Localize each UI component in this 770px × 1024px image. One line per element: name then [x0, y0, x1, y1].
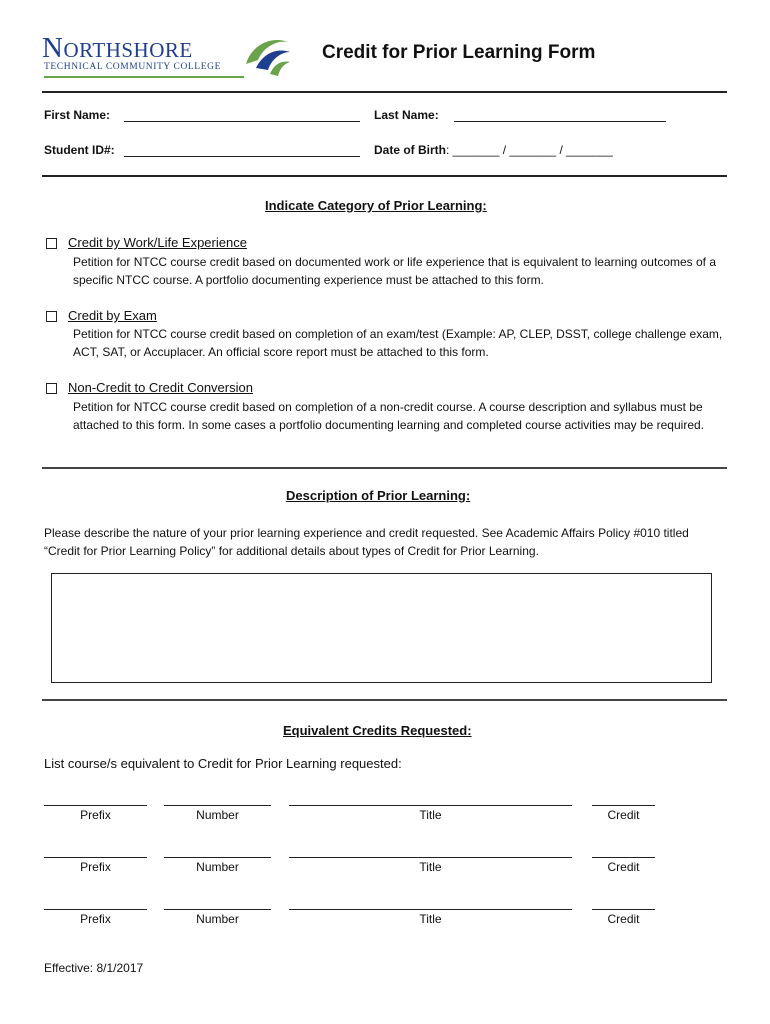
credits-heading: Equivalent Credits Requested: [283, 723, 472, 738]
last-name-field[interactable] [454, 121, 666, 122]
credit-field[interactable] [592, 909, 655, 910]
prefix-caption: Prefix [80, 860, 111, 874]
credit-caption: Credit [607, 860, 640, 874]
logo-underline [44, 76, 244, 78]
credit-caption: Credit [607, 912, 640, 926]
credit-caption: Credit [607, 808, 640, 822]
category-divider [42, 467, 727, 469]
last-name-label: Last Name: [374, 108, 439, 122]
dob-field[interactable] [374, 143, 613, 157]
dob-blanks: : _______ / _______ / _______ [446, 143, 613, 157]
option-desc-noncredit: Petition for NTCC course credit based on completion of a non-credit course. A course description and syllabus must be attached to this form. In some cases a portfolio documenting learning and completed course activities may be required. [73, 400, 705, 432]
credit-field[interactable] [592, 857, 655, 858]
logo-swoosh-icon [242, 34, 292, 78]
option-desc-work-life: Petition for NTCC course credit based on documented work or life experience that is equivalent to learning outcomes of a specific NTCC course. A portfolio documenting experience must be attached to this form. [73, 255, 717, 287]
title-field[interactable] [289, 909, 572, 910]
logo-initial: N [42, 32, 64, 64]
number-field[interactable] [164, 805, 271, 806]
prefix-caption: Prefix [80, 912, 111, 926]
option-desc-exam: Petition for NTCC course credit based on completion of an exam/test (Example: AP, CLEP, DSST, college challenge exam, ACT, SAT, or Accuplacer. An official score report must be attached to this form. [73, 327, 723, 359]
category-heading: Indicate Category of Prior Learning: [265, 198, 487, 213]
effective-date: Effective: 8/1/2017 [44, 961, 144, 975]
title-field[interactable] [289, 857, 572, 858]
credits-instructions: List course/s equivalent to Credit for Prior Learning requested: [44, 756, 402, 771]
prefix-caption: Prefix [80, 808, 111, 822]
title-caption: Title [419, 912, 442, 926]
student-id-field[interactable] [124, 156, 360, 157]
college-logo [42, 32, 252, 82]
number-field[interactable] [164, 857, 271, 858]
credit-field[interactable] [592, 805, 655, 806]
checkbox-noncredit[interactable] [46, 383, 57, 394]
logo-subtitle: TECHNICAL COMMUNITY COLLEGE [44, 62, 221, 72]
dob-label: Date of Birth [374, 143, 446, 157]
first-name-label: First Name: [44, 108, 111, 122]
logo-name: ORTHSHORE [63, 38, 193, 62]
description-divider [42, 699, 727, 701]
prefix-field[interactable] [44, 909, 147, 910]
prefix-field[interactable] [44, 857, 147, 858]
title-caption: Title [419, 860, 442, 874]
option-label-work-life: Credit by Work/Life Experience [68, 235, 247, 250]
form-title: Credit for Prior Learning Form [322, 42, 596, 63]
title-field[interactable] [289, 805, 572, 806]
student-id-label: Student ID#: [44, 143, 115, 157]
fields-divider [42, 175, 727, 177]
logo-wordmark [42, 32, 193, 65]
checkbox-work-life[interactable] [46, 238, 57, 249]
first-name-field[interactable] [124, 121, 360, 122]
number-caption: Number [196, 912, 239, 926]
option-label-noncredit: Non-Credit to Credit Conversion [68, 380, 253, 395]
prefix-field[interactable] [44, 805, 147, 806]
description-textarea[interactable] [51, 573, 712, 683]
description-heading: Description of Prior Learning: [286, 488, 471, 503]
number-caption: Number [196, 808, 239, 822]
number-field[interactable] [164, 909, 271, 910]
checkbox-exam[interactable] [46, 311, 57, 322]
option-label-exam: Credit by Exam [68, 308, 157, 323]
description-instructions: Please describe the nature of your prior learning experience and credit requested. See Academic Affairs Policy #010 titled “Credit for Prior Learning Policy” for additional details about types of Credit for Prior Learning. [44, 526, 689, 558]
title-caption: Title [419, 808, 442, 822]
header-divider [42, 91, 727, 93]
number-caption: Number [196, 860, 239, 874]
